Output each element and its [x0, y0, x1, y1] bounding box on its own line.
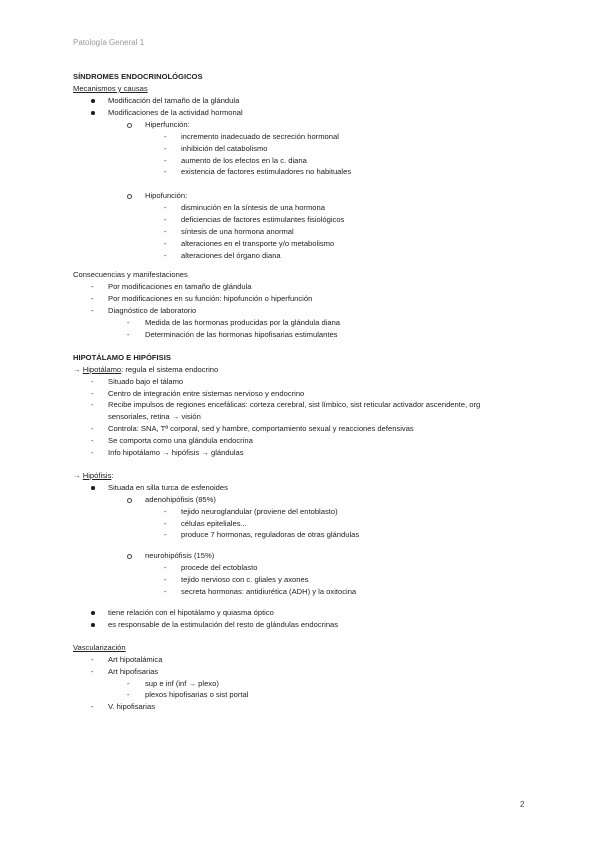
- list-item: Por modificaciones en su función: hipofunción o hiperfunción: [108, 294, 313, 303]
- list-item: procede del ectoblasto: [181, 563, 258, 572]
- list-item: Art hipotalámica: [108, 655, 163, 664]
- list-item-continuation: sensoriales, retina → visión: [108, 412, 201, 421]
- bullet-dot: [91, 99, 95, 103]
- list-item: Por modificaciones en tamaño de glándula: [108, 282, 252, 291]
- arrow-icon: →: [73, 471, 81, 480]
- dash-marker: -: [164, 227, 167, 236]
- bullet-dot: [91, 623, 95, 627]
- list-item: alteraciones en el transporte y/o metabolismo: [181, 239, 335, 248]
- hipofuncion-label: Hipofunción:: [145, 191, 188, 200]
- list-item: tejido nervioso con c. gliales y axones: [181, 575, 309, 584]
- list-item: Situada en silla turca de esfenoides: [108, 483, 228, 492]
- list-item: síntesis de una hormona anormal: [181, 227, 294, 236]
- dash-marker: -: [127, 318, 130, 327]
- list-item: tiene relación con el hipotálamo y quiasma óptico: [108, 608, 274, 617]
- list-item: produce 7 hormonas, reguladoras de otras glándulas: [181, 530, 360, 539]
- bullet-dot: [91, 486, 95, 490]
- list-item: Recibe impulsos de regiones encefálicas: corteza cerebral, sist límbico, sist reticular activador ascendente, org: [108, 400, 481, 409]
- list-item: Se comporta como una glándula endocrina: [108, 436, 253, 445]
- dash-marker: -: [127, 679, 130, 688]
- dash-marker: -: [164, 156, 167, 165]
- page-number: 2: [520, 800, 525, 809]
- dash-marker: -: [91, 448, 94, 457]
- dash-marker: -: [164, 144, 167, 153]
- list-item: aumento de los efectos en la c. diana: [181, 156, 307, 165]
- dash-marker: -: [164, 507, 167, 516]
- adeno-label: adenohipófisis (85%): [145, 495, 216, 504]
- list-item: deficiencias de factores estimulantes fisiológicos: [181, 215, 345, 224]
- list-item: plexos hipofisarias o sist portal: [145, 690, 249, 699]
- list-item: disminución en la síntesis de una hormona: [181, 203, 325, 212]
- list-item: Centro de integración entre sistemas nervioso y endocrino: [108, 389, 305, 398]
- hypothalamus-line: [73, 365, 218, 375]
- list-item: alteraciones del órgano diana: [181, 251, 281, 260]
- list-item: existencia de factores estimuladores no habituales: [181, 167, 352, 176]
- list-item: Determinación de las hormonas hipofisarias estimulantes: [145, 330, 338, 339]
- dash-marker: -: [127, 330, 130, 339]
- vascularization-title: Vascularización: [73, 643, 126, 652]
- hypothalamus-label: Hipotálamo: [82, 365, 122, 374]
- dash-marker: -: [127, 690, 130, 699]
- dash-marker: -: [91, 294, 94, 303]
- section-title-endocrine: SÍNDROMES ENDOCRINOLÓGICOS: [73, 72, 203, 81]
- hypophysis-line: [73, 471, 114, 481]
- dash-marker: -: [91, 389, 94, 398]
- hypophysis-label: Hipófisis: [82, 471, 112, 480]
- list-item: Diagnóstico de laboratorio: [108, 306, 197, 315]
- dash-marker: -: [164, 215, 167, 224]
- dash-marker: -: [164, 587, 167, 596]
- list-item: Art hipofisarias: [108, 667, 159, 676]
- colon: :: [111, 471, 114, 480]
- bullet-circle: [127, 498, 132, 503]
- dash-marker: -: [91, 400, 94, 409]
- bullet-circle: [127, 554, 132, 559]
- list-item: células epiteliales...: [181, 519, 247, 528]
- dash-marker: -: [164, 251, 167, 260]
- dash-marker: -: [91, 655, 94, 664]
- list-item: secreta hormonas: antidiurética (ADH) y la oxitocina: [181, 587, 357, 596]
- dash-marker: -: [91, 282, 94, 291]
- dash-marker: -: [91, 667, 94, 676]
- dash-marker: -: [164, 563, 167, 572]
- list-item: sup e inf (inf → plexo): [145, 679, 219, 688]
- neuro-label: neurohipófisis (15%): [145, 551, 215, 560]
- arrow-icon: →: [73, 365, 81, 374]
- bullet-circle: [127, 194, 132, 199]
- bullet-circle: [127, 123, 132, 128]
- dash-marker: -: [91, 377, 94, 386]
- consequences-title: Consecuencias y manifestaciones: [73, 270, 188, 279]
- section-title-hypothalamus: HIPOTÁLAMO E HIPÓFISIS: [73, 353, 171, 362]
- bullet-dot: [91, 111, 95, 115]
- dash-marker: -: [164, 203, 167, 212]
- list-item: Modificaciones de la actividad hormonal: [108, 108, 243, 117]
- dash-marker: -: [164, 575, 167, 584]
- dash-marker: -: [91, 306, 94, 315]
- list-item: Medida de las hormonas producidas por la glándula diana: [145, 318, 341, 327]
- dash-marker: -: [91, 436, 94, 445]
- list-item: inhibición del catabolismo: [181, 144, 268, 153]
- list-item: Controla: SNA, Tª corporal, sed y hambre, comportamiento sexual y reacciones defensivas: [108, 424, 414, 433]
- bullet-dot: [91, 611, 95, 615]
- dash-marker: -: [164, 519, 167, 528]
- list-item: V. hipofisarias: [108, 702, 155, 711]
- dash-marker: -: [91, 702, 94, 711]
- dash-marker: -: [164, 167, 167, 176]
- hiperfuncion-label: Hiperfunción:: [145, 120, 190, 129]
- hypothalamus-desc: : regula el sistema endocrino: [121, 365, 219, 374]
- list-item: Modificación del tamaño de la glándula: [108, 96, 240, 105]
- subsection-mechanisms: Mecanismos y causas: [73, 84, 148, 93]
- list-item: Info hipotálamo → hipófisis → glándulas: [108, 448, 244, 457]
- list-item: Situado bajo el tálamo: [108, 377, 184, 386]
- list-item: incremento inadecuado de secreción hormonal: [181, 132, 339, 141]
- dash-marker: -: [91, 424, 94, 433]
- list-item: tejido neuroglandular (proviene del entoblasto): [181, 507, 338, 516]
- dash-marker: -: [164, 530, 167, 539]
- page-header: Patología General 1: [73, 38, 145, 47]
- dash-marker: -: [164, 132, 167, 141]
- list-item: es responsable de la estimulación del resto de glándulas endocrinas: [108, 620, 339, 629]
- dash-marker: -: [164, 239, 167, 248]
